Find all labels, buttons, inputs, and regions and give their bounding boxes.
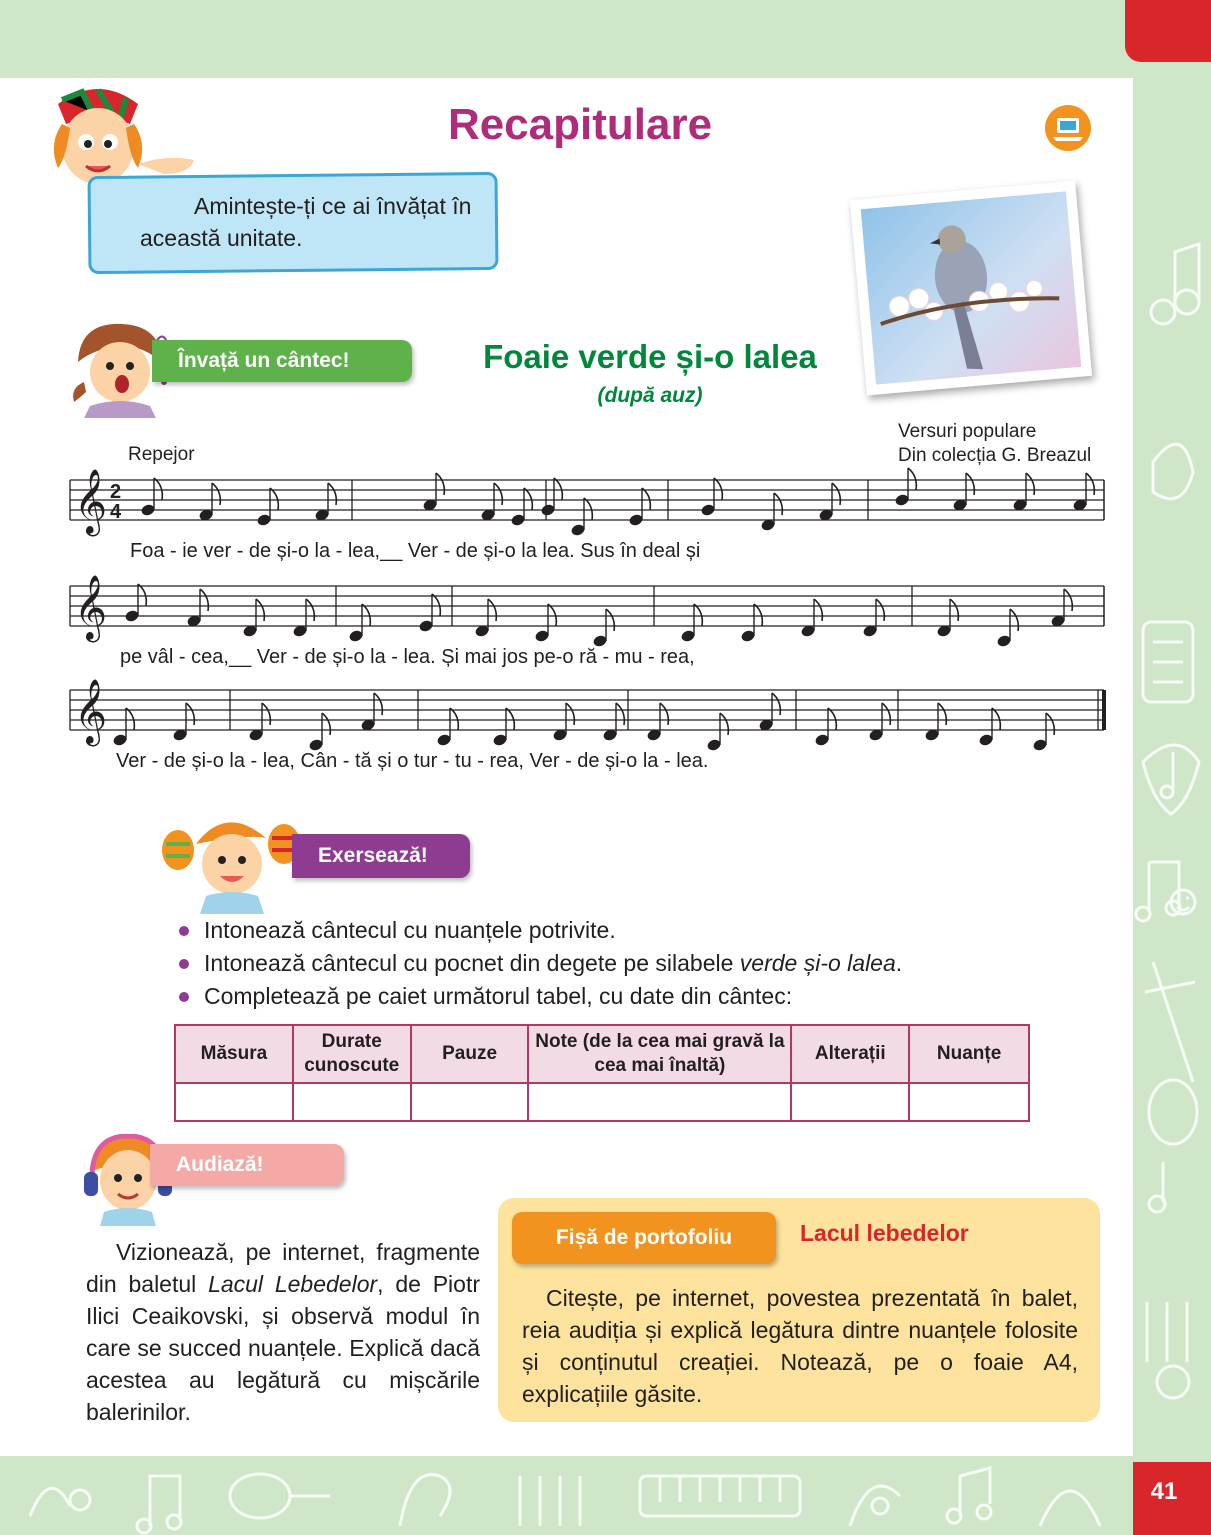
header-notes: Note (de la cea mai gravă la cea mai înaltă) bbox=[528, 1025, 791, 1083]
note-flag bbox=[322, 713, 330, 735]
note-flag bbox=[488, 599, 496, 621]
practice-banner: Exersează! bbox=[292, 834, 470, 878]
treble-clef-icon: 𝄞 bbox=[74, 575, 108, 640]
header-accidentals: Alterații bbox=[791, 1025, 909, 1083]
note-flag bbox=[908, 468, 916, 490]
note-flag bbox=[714, 478, 722, 500]
lyrics-line-1: Foa - ie ver - de și-o la - lea,__ Ver - de și-o la lea. Sus în deal și bbox=[130, 540, 701, 562]
note-flag bbox=[138, 584, 146, 606]
header-measure: Măsura bbox=[175, 1025, 293, 1083]
note-flag bbox=[554, 478, 562, 500]
note-flag bbox=[938, 703, 946, 725]
table-cell bbox=[411, 1083, 529, 1121]
note-flag bbox=[616, 703, 624, 725]
note-flag bbox=[754, 604, 762, 626]
note-flag bbox=[524, 488, 532, 510]
portfolio-heading: Lacul lebedelor bbox=[800, 1220, 969, 1246]
note-flag bbox=[1086, 473, 1094, 495]
note-flag bbox=[154, 478, 162, 500]
note-flag bbox=[606, 609, 614, 631]
note-flag bbox=[566, 703, 574, 725]
intro-text: Amintește-ți ce ai învățat în această unitate. bbox=[140, 193, 472, 251]
note-flag bbox=[828, 708, 836, 730]
lyrics-line-3: Ver - de și-o la - lea, Cân - tă și o tur - tu - rea, Ver - de și-o la - lea. bbox=[116, 750, 709, 772]
table-cell bbox=[909, 1083, 1029, 1121]
treble-clef-icon: 𝄞 bbox=[74, 679, 108, 744]
note-flag bbox=[262, 703, 270, 725]
note-flag bbox=[362, 604, 370, 626]
note-flag bbox=[694, 604, 702, 626]
note-flag bbox=[506, 708, 514, 730]
listen-banner: Audiază! bbox=[150, 1144, 344, 1186]
note-flag bbox=[374, 693, 382, 715]
note-flag bbox=[814, 599, 822, 621]
note-flag bbox=[186, 703, 194, 725]
header-durations: Durate cunoscute bbox=[293, 1025, 411, 1083]
table-cell bbox=[293, 1083, 411, 1121]
portfolio-text: Citește, pe internet, povestea prezentată în balet, reia audiția și explică legătura dintre nuanțele folosite și conținutul creației. Notează, pe o foaie A4, explicațiile găsite. bbox=[522, 1285, 1078, 1407]
song-analysis-table bbox=[174, 1024, 1030, 1122]
table-cell bbox=[528, 1083, 791, 1121]
list-item: Intonează cântecul cu nuanțele potrivite. bbox=[176, 914, 902, 947]
page-title: Recapitulare bbox=[447, 100, 713, 149]
note-flag bbox=[642, 488, 650, 510]
table-header-row bbox=[175, 1025, 1029, 1083]
note-flag bbox=[1064, 589, 1072, 611]
note-flag bbox=[270, 488, 278, 510]
note-flag bbox=[1046, 713, 1054, 735]
header-rests: Pauze bbox=[411, 1025, 529, 1083]
credits-lyrics: Versuri populare bbox=[898, 421, 1037, 442]
note-flag bbox=[212, 483, 220, 505]
note-flag bbox=[432, 594, 440, 616]
note-flag bbox=[966, 473, 974, 495]
note-flag bbox=[832, 483, 840, 505]
song-title: Foaie verde și-o lalea bbox=[483, 338, 817, 375]
note-flag bbox=[328, 483, 336, 505]
note-flag bbox=[548, 604, 556, 626]
note-flag bbox=[1010, 609, 1018, 631]
note-flag bbox=[772, 693, 780, 715]
note-flag bbox=[720, 713, 728, 735]
note-flag bbox=[494, 483, 502, 505]
note-flag bbox=[306, 599, 314, 621]
lyrics-line-2: pe vâl - cea,__ Ver - de și-o la - lea. Și mai jos pe-o ră - mu - rea, bbox=[120, 646, 695, 668]
note-flag bbox=[436, 473, 444, 495]
time-signature-top: 2 bbox=[110, 481, 122, 503]
treble-clef-icon: 𝄞 bbox=[74, 469, 108, 534]
note-flag bbox=[200, 589, 208, 611]
note-flag bbox=[774, 493, 782, 515]
song-subtitle: (după auz) bbox=[597, 384, 703, 407]
boy-with-maracas-illustration bbox=[156, 814, 306, 914]
credits-collection: Din colecția G. Breazul bbox=[898, 445, 1092, 466]
listen-text: Vizionează, pe internet, fragmente din baletul Lacul Lebedelor, de Piotr Ilici Ceaikovski, și observă modul în care se succed nuanțele. Explică dacă acestea au legătură cu mișcările balerinilor. bbox=[86, 1239, 481, 1425]
page-number: 41 bbox=[1150, 1478, 1178, 1505]
note-flag bbox=[660, 703, 668, 725]
portfolio-banner: Fișă de portofoliu bbox=[512, 1212, 776, 1264]
note-flag bbox=[256, 599, 264, 621]
list-item: Intonează cântecul cu pocnet din degete pe silabele verde și-o lalea. bbox=[176, 947, 902, 980]
tempo-marking: Repejor bbox=[128, 444, 195, 465]
table-row bbox=[175, 1083, 1029, 1121]
practice-list bbox=[176, 914, 902, 1013]
note-flag bbox=[882, 703, 890, 725]
note-flag bbox=[950, 599, 958, 621]
table-cell bbox=[175, 1083, 293, 1121]
note-flag bbox=[584, 498, 592, 520]
list-item: Completează pe caiet următorul tabel, cu date din cântec: bbox=[176, 980, 902, 1013]
note-flag bbox=[450, 708, 458, 730]
note-flag bbox=[876, 599, 884, 621]
time-signature-bottom: 4 bbox=[110, 501, 122, 523]
learn-song-banner: Învață un cântec! bbox=[152, 340, 412, 382]
note-flag bbox=[126, 708, 134, 730]
note-flag bbox=[1026, 473, 1034, 495]
table-cell bbox=[791, 1083, 909, 1121]
note-flag bbox=[992, 708, 1000, 730]
header-dynamics: Nuanțe bbox=[909, 1025, 1029, 1083]
